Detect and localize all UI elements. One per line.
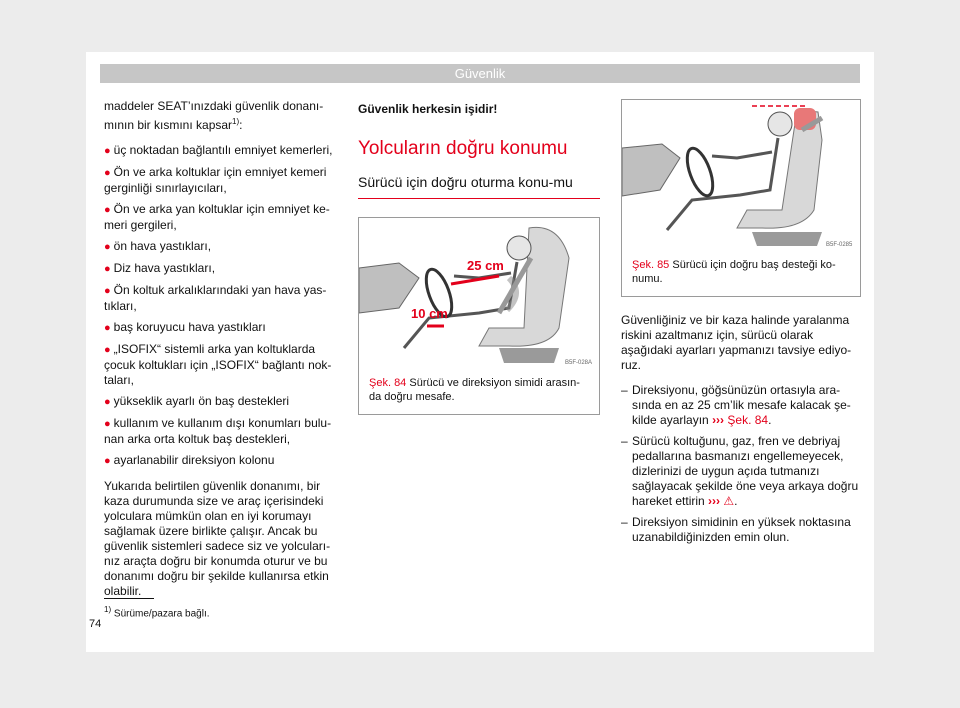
list-item: – Sürücü koltuğunu, gaz, fren ve debriyaj pedallarına basmanızı engellemeyecek, dizlerinizi de uygun açıda tutmanızı sağlayacak şekilde öne veya arkaya doğru hareket ettirin ››› ⚠. (621, 434, 859, 508)
figure-code: B5F-028A (565, 360, 593, 366)
figure-ref: Şek. 85 (632, 259, 670, 271)
arrows-icon: ››› (708, 494, 721, 508)
dash-marker: – (621, 383, 628, 397)
dash-marker: – (621, 434, 628, 448)
caption-text: Sürücü ve direksiyon simidi arasın-da doğru mesafe. (369, 377, 580, 403)
figure-ref: Şek. 84 (369, 377, 407, 389)
arrows-icon: ››› (712, 413, 725, 427)
figure-85 (621, 99, 861, 297)
page-header: Güvenlik (100, 64, 860, 83)
bullet-icon: ● (104, 145, 111, 157)
list-item: ● baş koruyucu hava yastıkları (104, 320, 266, 334)
intro-text (104, 99, 344, 133)
intro-text-main: maddeler SEAT’ınızdaki güvenlik donanı-mının bir kısmını kapsar (104, 99, 324, 132)
body-paragraph: Güvenliğiniz ve bir kaza halinde yaralanma riskini azaltmanız için, sürücü olarak aşağıdaki ayarları yapmanızı tavsiye ediyo-ruz. (621, 313, 852, 372)
list-item: ● „ISOFIX“ sistemli arka yan koltuklarda çocuk koltukları için „ISOFIX“ bağlantı nok-taları, (104, 342, 332, 387)
bullet-icon: ● (104, 285, 111, 297)
body-paragraph: Yukarıda belirtilen güvenlik donanımı, bir kaza durumunda size ve araç içerisindeki yolculara mümkün olan en iyi korumayı sağlamak üzere birlikte çalışır. Ancak bu güvenlik sistemleri sadece siz ve yolcuları-nız araçta doğru bir konumda oturur ve bu donanımı doğru bir şekilde kullanırsa etkin olabilir. (104, 479, 331, 598)
bold-heading: Güvenlik herkesin işidir! (358, 102, 498, 116)
bullet-icon: ● (104, 204, 111, 216)
list-item: ● ayarlanabilir direksiyon kolonu (104, 453, 275, 467)
right-column (621, 99, 861, 551)
figure-code: B5F-0285 (826, 242, 853, 248)
footnote-mark: 1) (104, 605, 112, 614)
list-item: ● ön hava yastıkları, (104, 239, 212, 253)
list-item: – Direksiyon simidinin en yüksek noktasına uzanabildiğinizden emin olun. (621, 515, 851, 544)
footnote-marker: 1) (232, 117, 240, 126)
left-column (104, 99, 344, 609)
distance-label-10: 10 cm (411, 306, 448, 321)
intro-colon: : (239, 118, 243, 132)
section-title: Yolcuların doğru konumu (358, 138, 568, 159)
head-restraint-illustration (622, 100, 860, 252)
distance-label-25: 25 cm (467, 258, 504, 273)
figure-caption (622, 252, 860, 296)
list-item: ● üç noktadan bağlantılı emniyet kemerleri, (104, 143, 333, 157)
list-item: ● Diz hava yastıkları, (104, 261, 216, 275)
middle-column (358, 99, 600, 415)
figure-caption (359, 370, 599, 414)
list-item: – Direksiyonu, göğsünüzün ortasıyla ara-sında en az 25 cm’lik mesafe kalacak şe-kilde ayarlayın ››› Şek. 84. (621, 383, 851, 427)
footnote (104, 604, 210, 620)
safety-equipment-list (104, 143, 344, 469)
figure-link[interactable]: Şek. 84 (727, 413, 769, 427)
subsection-title: Sürücü için doğru oturma konu-mu (358, 174, 600, 199)
bullet-icon: ● (104, 167, 111, 179)
bullet-icon: ● (104, 263, 111, 275)
page-number: 74 (89, 618, 102, 630)
seating-distance-illustration (359, 218, 599, 370)
list-item: ● Ön ve arka yan koltuklar için emniyet ke-meri gergileri, (104, 202, 330, 232)
instruction-list (621, 383, 861, 545)
list-item: ● yükseklik ayarlı ön baş destekleri (104, 394, 290, 408)
figure-84 (358, 217, 600, 415)
warning-icon[interactable]: ⚠ (723, 494, 735, 508)
footnote-text: Sürüme/pazara bağlı. (113, 608, 210, 620)
list-item: ● Ön ve arka koltuklar için emniyet kemeri gerginliği sınırlayıcıları, (104, 165, 327, 195)
bullet-icon: ● (104, 322, 111, 334)
footnote-divider (104, 598, 154, 599)
caption-text: Sürücü için doğru baş desteği ko-numu. (632, 259, 836, 285)
bullet-icon: ● (104, 418, 111, 430)
dash-marker: – (621, 515, 628, 529)
list-item: ● kullanım ve kullanım dışı konumları bulu-nan arka orta koltuk baş destekleri, (104, 416, 332, 446)
bullet-icon: ● (104, 396, 111, 408)
bullet-icon: ● (104, 455, 111, 467)
bullet-icon: ● (104, 344, 111, 356)
bullet-icon: ● (104, 241, 111, 253)
list-item: ● Ön koltuk arkalıklarındaki yan hava yas-tıkları, (104, 283, 327, 313)
